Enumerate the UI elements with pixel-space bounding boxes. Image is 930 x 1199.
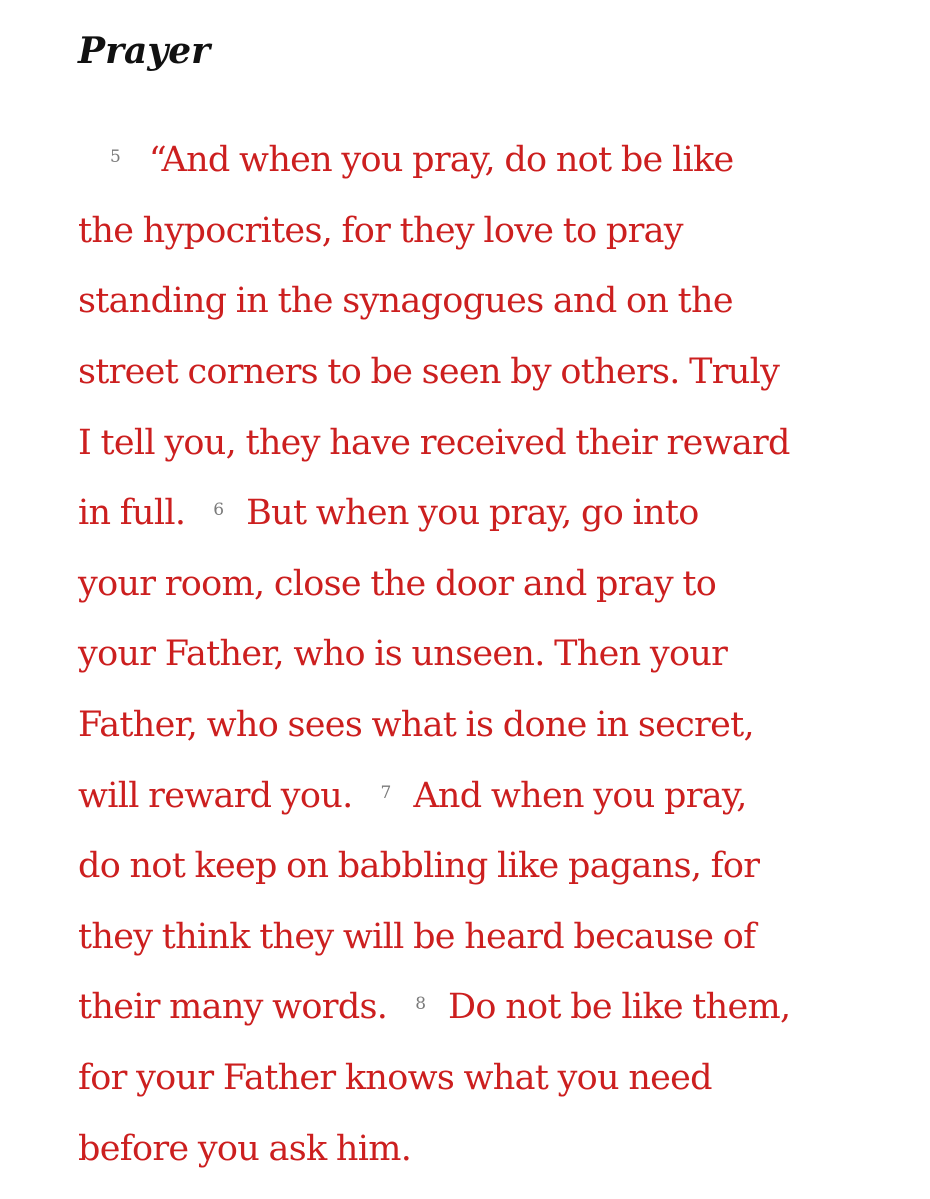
passage-line: standing in the synagogues and on the xyxy=(78,281,733,322)
verse-number-7[interactable]: 7 xyxy=(380,782,392,803)
passage-line xyxy=(78,125,878,196)
verse-number-8[interactable]: 8 xyxy=(415,994,427,1015)
verse-text: will reward you. xyxy=(78,775,353,816)
verse-number-6[interactable]: 6 xyxy=(213,500,225,521)
passage-line: I tell you, they have received their reward xyxy=(78,422,790,463)
passage-line: Father, who sees what is done in secret, xyxy=(78,704,754,745)
verse-text: But when you pray, go into xyxy=(246,493,699,534)
verse-text: And when you pray, xyxy=(413,775,747,816)
passage-line xyxy=(78,761,878,832)
scripture-page xyxy=(78,30,878,1184)
passage-line: the hypocrites, for they love to pray xyxy=(78,210,683,251)
verse-text: “And when you pray, do not be like xyxy=(148,140,734,181)
section-heading: Prayer xyxy=(78,30,211,72)
verse-text: in full. xyxy=(78,493,186,534)
passage-line: before you ask him. xyxy=(78,1128,412,1169)
passage-line: for your Father knows what you need xyxy=(78,1057,712,1098)
passage-text xyxy=(78,125,878,1184)
passage-line: your room, close the door and pray to xyxy=(78,563,717,604)
passage-line: they think they will be heard because of xyxy=(78,916,756,957)
verse-text: Do not be like them, xyxy=(448,987,791,1028)
passage-line xyxy=(78,972,878,1043)
verse-text: their many words. xyxy=(78,987,388,1028)
passage-line: street corners to be seen by others. Truly xyxy=(78,351,780,392)
verse-number-5[interactable]: 5 xyxy=(110,147,121,168)
passage-line xyxy=(78,478,878,549)
passage-line: do not keep on babbling like pagans, for xyxy=(78,846,760,887)
passage-line: your Father, who is unseen. Then your xyxy=(78,634,728,675)
